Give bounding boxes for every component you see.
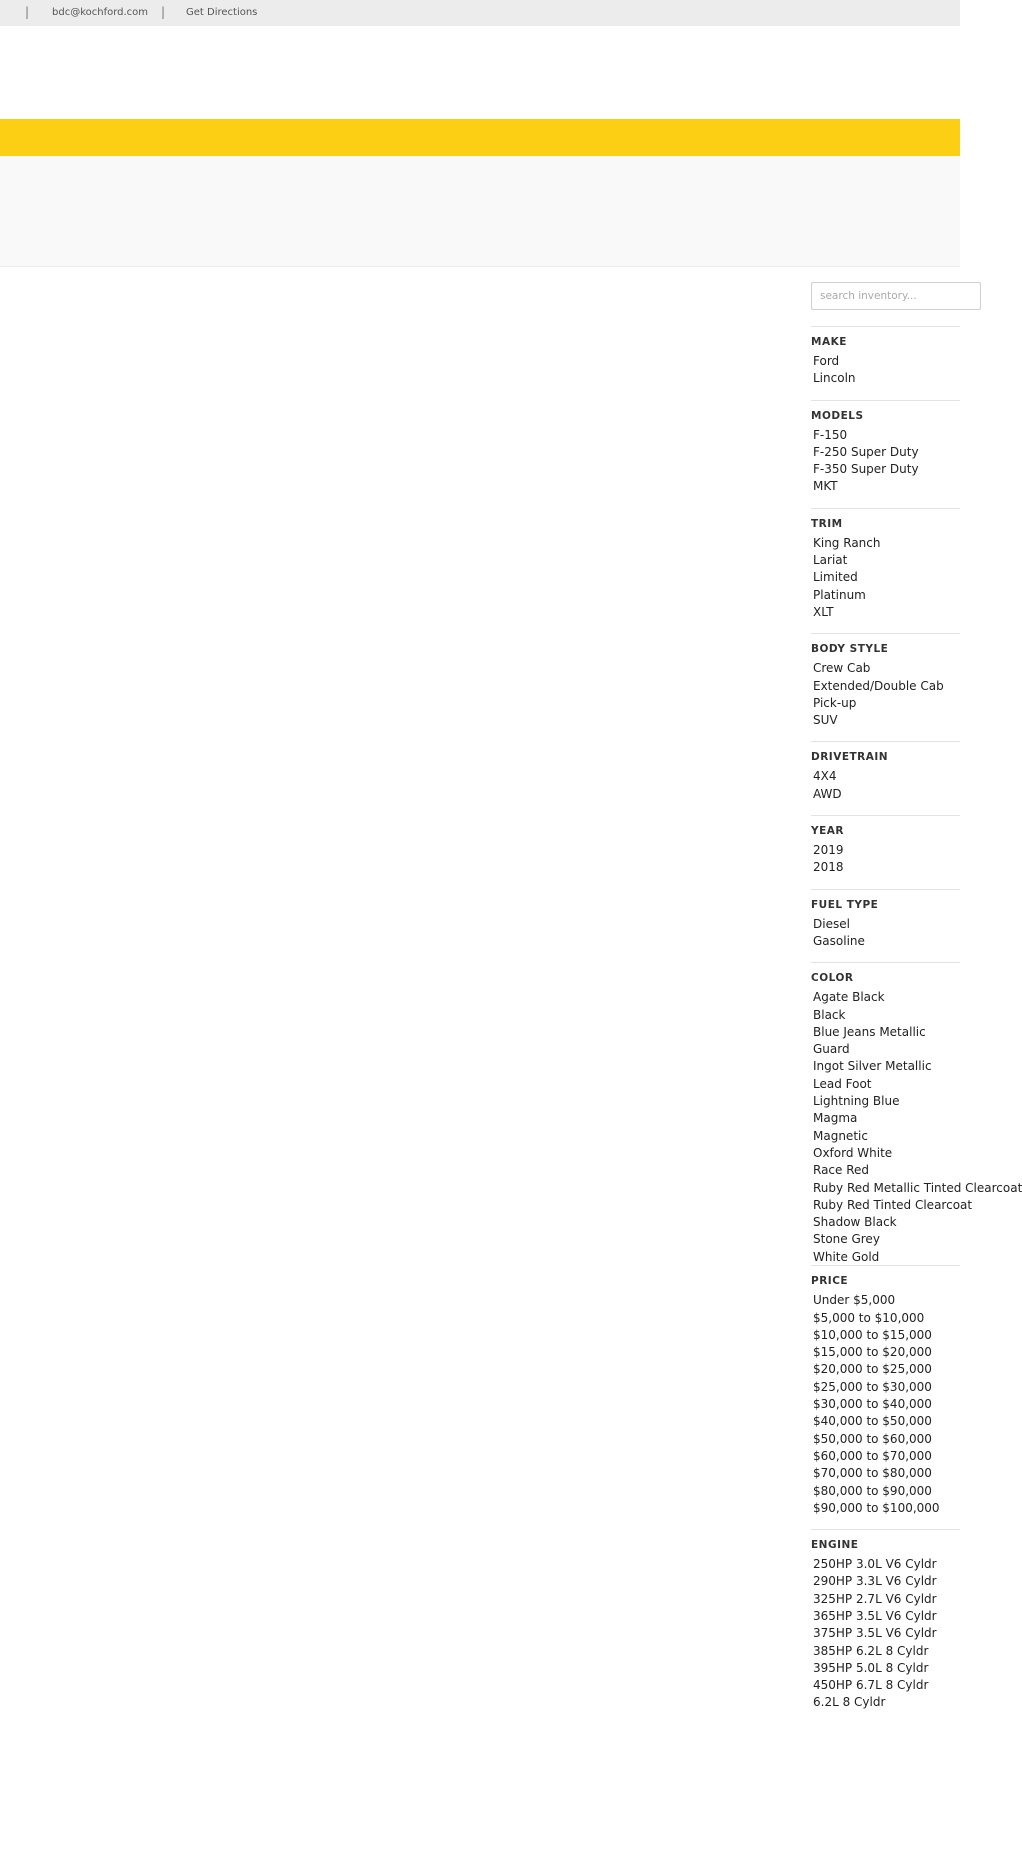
top-utility-bar <box>0 0 960 26</box>
filter-option[interactable]: AWD <box>813 786 842 801</box>
filter-option[interactable]: Shadow Black <box>813 1215 897 1230</box>
filter-option[interactable]: Black <box>813 1007 846 1022</box>
page-hero-banner <box>0 156 960 267</box>
filter-option[interactable]: Ruby Red Metallic Tinted Clearcoat <box>813 1180 1022 1195</box>
site-header <box>0 26 960 119</box>
inventory-filter-sidebar <box>811 282 1022 1724</box>
filter-title-price: PRICE <box>811 1275 849 1288</box>
filter-option[interactable]: Oxford White <box>813 1145 893 1160</box>
filter-option[interactable]: Gasoline <box>813 933 865 948</box>
filter-option[interactable]: Ingot Silver Metallic <box>813 1059 932 1074</box>
filter-option[interactable]: 385HP 6.2L 8 Cyldr <box>813 1643 929 1658</box>
filter-option[interactable]: 375HP 3.5L V6 Cyldr <box>813 1626 937 1641</box>
filter-title-body-style: BODY STYLE <box>811 643 889 656</box>
filter-option[interactable]: $80,000 to $90,000 <box>813 1483 932 1498</box>
filter-group-trim <box>811 508 960 633</box>
filter-title-fuel-type: FUEL TYPE <box>811 898 879 911</box>
filter-option[interactable]: Race Red <box>813 1163 870 1178</box>
filter-options-color[interactable] <box>811 989 1022 1264</box>
filter-group-price <box>811 1265 960 1529</box>
filter-option[interactable]: Magma <box>813 1111 858 1126</box>
main-nav-bar <box>0 119 960 156</box>
filter-option[interactable]: $50,000 to $60,000 <box>813 1431 932 1446</box>
filter-option[interactable]: $20,000 to $25,000 <box>813 1362 932 1377</box>
filter-option[interactable]: Ford <box>813 354 840 368</box>
filter-option[interactable]: Blue Jeans Metallic <box>813 1024 926 1039</box>
filter-option[interactable]: Under $5,000 <box>813 1293 896 1308</box>
email-link[interactable]: bdc@kochford.com <box>52 7 149 18</box>
filter-title-engine: ENGINE <box>811 1539 859 1552</box>
filter-option[interactable]: 6.2L 8 Cyldr <box>813 1695 886 1710</box>
filter-option[interactable]: 325HP 2.7L V6 Cyldr <box>813 1591 937 1606</box>
filter-option[interactable]: Lightning Blue <box>813 1094 900 1109</box>
topbar-separator: | <box>161 5 166 19</box>
filter-group-year <box>811 815 960 889</box>
filter-group-color <box>811 962 1022 1265</box>
filter-option[interactable]: Stone Grey <box>813 1232 880 1247</box>
filter-option[interactable]: 395HP 5.0L 8 Cyldr <box>813 1660 929 1675</box>
filter-option[interactable]: $10,000 to $15,000 <box>813 1327 932 1342</box>
filter-options-price <box>811 1292 960 1517</box>
topbar-separator: | <box>25 5 30 19</box>
filter-options-body-style <box>811 660 960 729</box>
filter-option[interactable]: Lariat <box>813 553 848 568</box>
filter-option[interactable]: MKT <box>813 479 838 494</box>
filter-options-models <box>811 427 960 496</box>
filter-title-trim: TRIM <box>811 517 843 530</box>
filter-option[interactable]: 2019 <box>813 843 844 858</box>
filter-group-make <box>811 326 960 400</box>
filter-option[interactable]: Lincoln <box>813 371 856 386</box>
filter-options-year <box>811 842 960 877</box>
filter-group-models <box>811 400 960 508</box>
filter-option[interactable]: Agate Black <box>813 990 885 1005</box>
filter-option[interactable]: 365HP 3.5L V6 Cyldr <box>813 1608 937 1623</box>
filter-option[interactable]: 450HP 6.7L 8 Cyldr <box>813 1678 929 1693</box>
filter-title-year: YEAR <box>811 825 844 838</box>
filter-title-drivetrain: DRIVETRAIN <box>811 751 889 764</box>
filter-option[interactable]: 4X4 <box>813 769 837 784</box>
filter-option[interactable]: 2018 <box>813 860 844 875</box>
filter-options-engine <box>811 1556 960 1712</box>
filter-option[interactable]: SUV <box>813 713 838 728</box>
filter-option[interactable]: Lead Foot <box>813 1076 872 1091</box>
filter-group-body-style <box>811 633 960 741</box>
filter-title-models: MODELS <box>811 409 864 422</box>
filter-option[interactable]: Guard <box>813 1042 850 1057</box>
filter-title-color: COLOR <box>811 972 854 985</box>
filter-option[interactable]: Platinum <box>813 587 866 602</box>
filter-group-engine <box>811 1529 960 1724</box>
filter-option[interactable]: $30,000 to $40,000 <box>813 1397 932 1412</box>
filter-option[interactable]: Crew Cab <box>813 661 871 676</box>
filter-option[interactable]: $40,000 to $50,000 <box>813 1414 932 1429</box>
filter-option[interactable]: White Gold <box>813 1249 880 1264</box>
filter-option[interactable]: F-350 Super Duty <box>813 462 919 477</box>
filter-option[interactable]: 290HP 3.3L V6 Cyldr <box>813 1574 937 1589</box>
search-inventory-input[interactable] <box>811 282 981 310</box>
filter-option[interactable]: $70,000 to $80,000 <box>813 1466 932 1481</box>
filter-options-make <box>811 353 960 388</box>
filter-option[interactable]: Extended/Double Cab <box>813 678 944 693</box>
filter-option[interactable]: XLT <box>813 604 834 619</box>
filter-options-fuel-type <box>811 916 960 951</box>
filter-option[interactable]: $15,000 to $20,000 <box>813 1345 932 1360</box>
filter-option[interactable]: King Ranch <box>813 535 881 550</box>
filter-group-drivetrain <box>811 741 960 815</box>
filter-option[interactable]: 250HP 3.0L V6 Cyldr <box>813 1557 937 1572</box>
filter-option[interactable]: $90,000 to $100,000 <box>813 1500 940 1515</box>
filter-option[interactable]: $5,000 to $10,000 <box>813 1310 925 1325</box>
filter-option[interactable]: $60,000 to $70,000 <box>813 1448 932 1463</box>
filter-options-trim <box>811 535 960 621</box>
filter-options-drivetrain <box>811 768 960 803</box>
filter-group-fuel-type <box>811 889 960 963</box>
filter-option[interactable]: Pick-up <box>813 695 857 710</box>
filter-option[interactable]: Diesel <box>813 916 850 931</box>
filter-title-make: MAKE <box>811 336 847 348</box>
filter-option[interactable]: F-150 <box>813 427 848 442</box>
filter-option[interactable]: $25,000 to $30,000 <box>813 1379 932 1394</box>
get-directions-link[interactable]: Get Directions <box>186 7 258 18</box>
filter-option[interactable]: Magnetic <box>813 1128 868 1143</box>
filter-option[interactable]: F-250 Super Duty <box>813 444 919 459</box>
filter-option[interactable]: Ruby Red Tinted Clearcoat <box>813 1197 973 1212</box>
filter-option[interactable]: Limited <box>813 570 858 585</box>
